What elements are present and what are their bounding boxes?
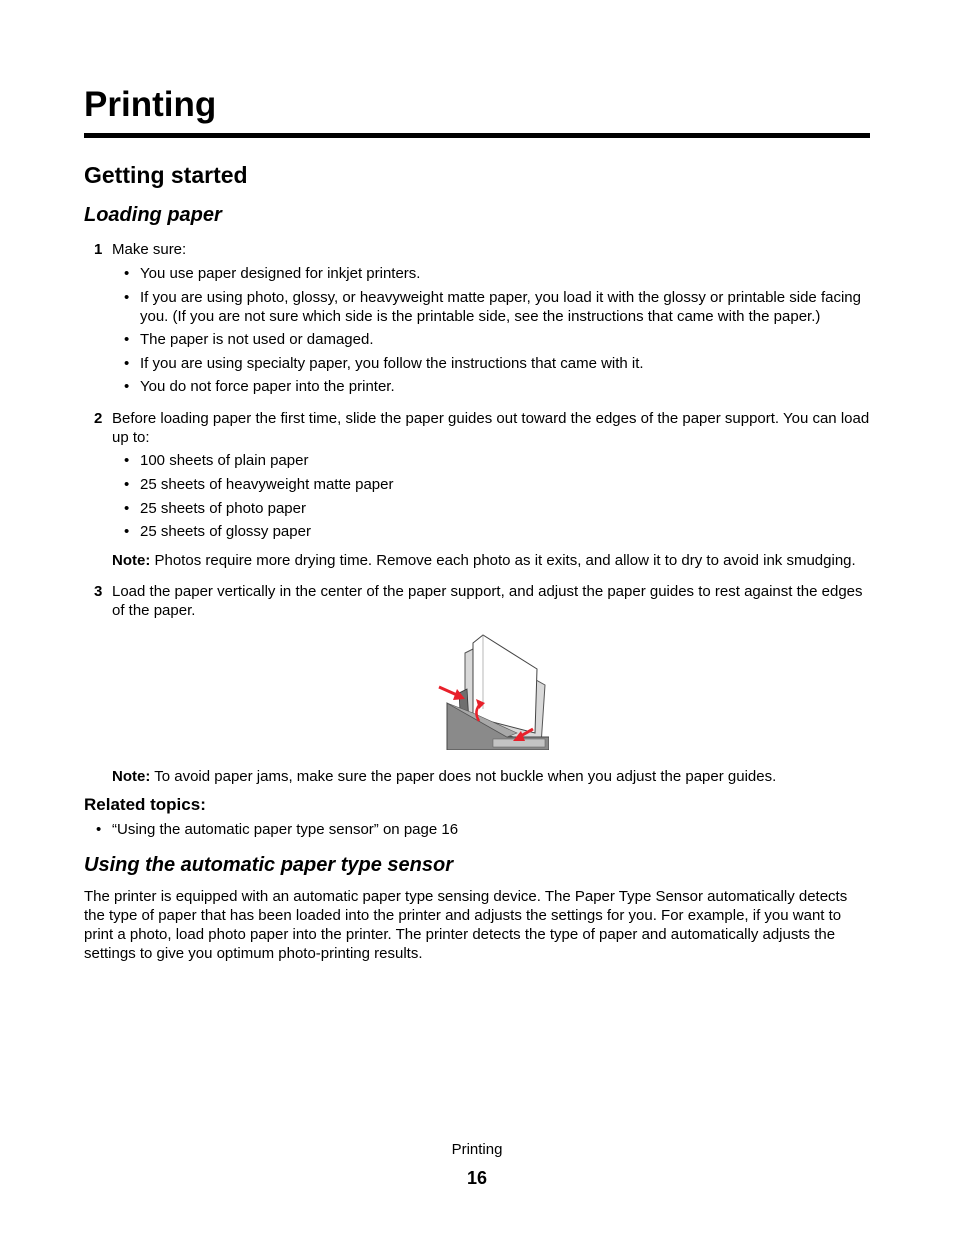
bullet-icon: • bbox=[124, 452, 130, 469]
note-label: Note: bbox=[112, 552, 151, 569]
list-item: If you are using photo, glossy, or heavyweight matte paper, you load it with the glossy or printable side facing you. (If you are not sure which side is the printable side, see the instructions that came with the paper.) bbox=[140, 289, 861, 325]
chapter-title: Printing bbox=[84, 85, 217, 124]
list-item: 25 sheets of photo paper bbox=[140, 500, 306, 517]
bullet-icon: • bbox=[124, 476, 130, 493]
list-item: You do not force paper into the printer. bbox=[140, 378, 395, 395]
related-topics-title: Related topics: bbox=[84, 795, 206, 814]
list-item: 25 sheets of glossy paper bbox=[140, 523, 311, 540]
step-number: 3 bbox=[94, 583, 103, 600]
page-number: 16 bbox=[466, 1168, 488, 1188]
bullet-icon: • bbox=[124, 289, 130, 306]
step-text: Make sure: bbox=[112, 241, 187, 258]
related-topic-link[interactable]: “Using the automatic paper type sensor” on page 16 bbox=[112, 821, 459, 838]
bullet-icon: • bbox=[124, 378, 130, 395]
step-text: Load the paper vertically in the center of the paper support, and adjust the paper guides to rest against the edges of the paper. bbox=[112, 583, 863, 619]
subsection-title-loading-paper: Loading paper bbox=[84, 204, 222, 226]
footer-label: Printing bbox=[451, 1141, 503, 1158]
bullet-icon: • bbox=[124, 500, 130, 517]
list-item: You use paper designed for inkjet printers. bbox=[140, 265, 421, 282]
bullet-icon: • bbox=[96, 821, 102, 838]
step-number: 2 bbox=[94, 410, 103, 427]
list-item: 25 sheets of heavyweight matte paper bbox=[140, 476, 394, 493]
list-item: The paper is not used or damaged. bbox=[140, 331, 374, 348]
step-text: Before loading paper the first time, slide the paper guides out toward the edges of the paper support. You can load up to: bbox=[112, 410, 870, 446]
list-item: If you are using specialty paper, you follow the instructions that came with it. bbox=[140, 355, 644, 372]
subsection-title-paper-sensor: Using the automatic paper type sensor bbox=[84, 854, 453, 876]
bullet-icon: • bbox=[124, 265, 130, 282]
bullet-icon: • bbox=[124, 523, 130, 540]
section-title: Getting started bbox=[84, 162, 248, 188]
step-number: 1 bbox=[94, 241, 103, 258]
note bbox=[112, 767, 882, 786]
list-item: 100 sheets of plain paper bbox=[140, 452, 309, 469]
note-text: Photos require more drying time. Remove each photo as it exits, and allow it to dry to avoid ink smudging. bbox=[150, 552, 856, 569]
note-text: To avoid paper jams, make sure the paper does not buckle when you adjust the paper guides. bbox=[150, 768, 777, 785]
printer-loading-paper-illustration bbox=[437, 633, 549, 750]
body-paragraph: The printer is equipped with an automatic paper type sensing device. The Paper Type Sensor automatically detects the type of paper that has been loaded into the printer and adjusts the settings for you. For example, if you want to print a photo, load photo paper into the printer. The printer detects the type of paper and automatically adjusts the settings to give you optimum photo-printing results. bbox=[84, 888, 848, 962]
chapter-rule bbox=[84, 133, 870, 138]
note bbox=[112, 551, 882, 570]
note-label: Note: bbox=[112, 768, 151, 785]
bullet-icon: • bbox=[124, 355, 130, 372]
bullet-icon: • bbox=[124, 331, 130, 348]
